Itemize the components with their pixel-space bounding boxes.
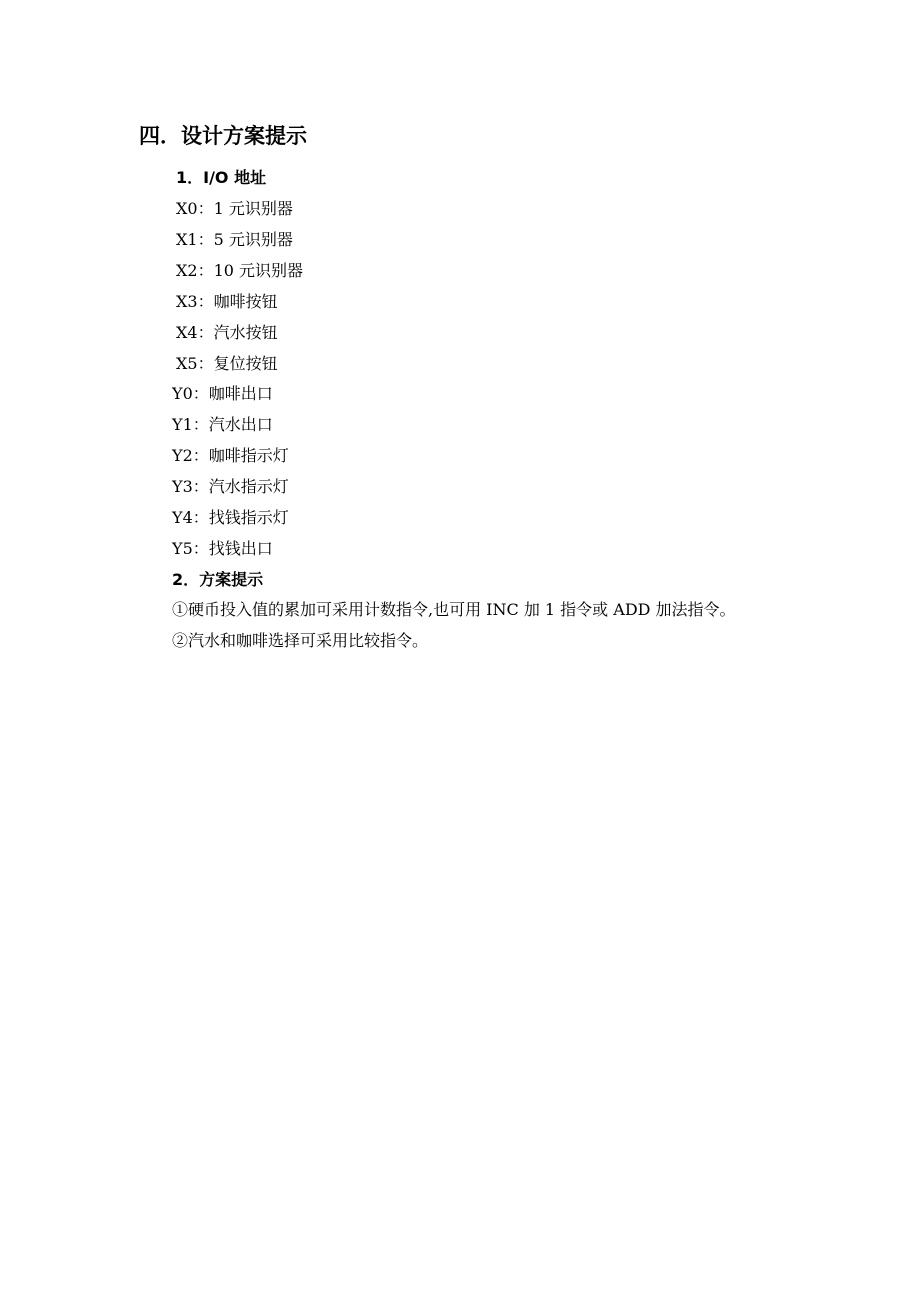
input-address-item: X3：咖啡按钮 (176, 292, 278, 311)
section-title: 四．设计方案提示 (139, 124, 307, 148)
input-address-item: X1：5 元识别器 (176, 230, 293, 249)
output-address-item: Y4：找钱指示灯 (172, 508, 289, 527)
output-address-item: Y2：咖啡指示灯 (172, 446, 289, 465)
input-address-item: X2：10 元识别器 (176, 261, 304, 280)
output-address-item: Y5：找钱出口 (172, 539, 273, 558)
plan-hint-heading: 2．方案提示 (172, 570, 264, 589)
input-address-item: X4：汽水按钮 (176, 323, 278, 342)
io-address-heading: 1．I/O 地址 (176, 168, 267, 187)
output-address-item: Y1：汽水出口 (172, 415, 273, 434)
input-address-item: X0：1 元识别器 (176, 199, 293, 218)
output-address-item: Y3：汽水指示灯 (172, 477, 289, 496)
output-address-item: Y0：咖啡出口 (172, 384, 273, 403)
input-address-item: X5：复位按钮 (176, 354, 278, 373)
plan-hint-item: ②汽水和咖啡选择可采用比较指令。 (172, 631, 429, 650)
plan-hint-item: ①硬币投入值的累加可采用计数指令,也可用 INC 加 1 指令或 ADD 加法指令。 (172, 600, 736, 619)
